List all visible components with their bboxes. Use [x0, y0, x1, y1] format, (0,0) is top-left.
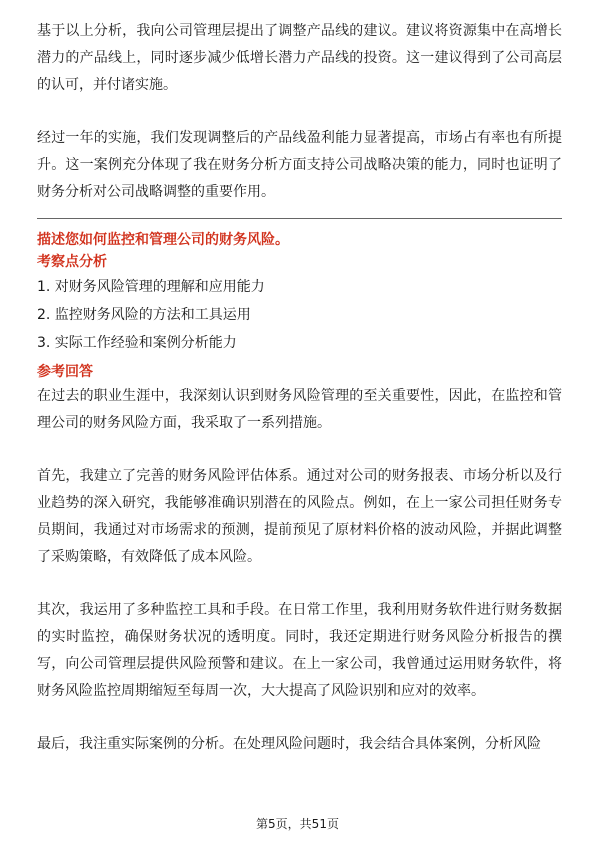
paragraph: 基于以上分析，我向公司管理层提出了调整产品线的建议。建议将资源集中在高增长潜力的产品线上，同时逐步减少低增长潜力产品线的投资。这一建议得到了公司高层的认可，并付诸实施。: [37, 23, 562, 93]
document-page: [37, 18, 562, 758]
paragraph: 经过一年的实施，我们发现调整后的产品线盈利能力显著提高，市场占有率也有所提升。这一案例充分体现了我在财务分析方面支持公司战略决策的能力，同时也证明了财务分析对公司战略调整的重要作用。: [37, 130, 562, 200]
question-title: 描述您如何监控和管理公司的财务风险。: [37, 232, 289, 248]
paragraph-gap: [37, 705, 562, 731]
analysis-item: 3. 实际工作经验和案例分析能力: [37, 335, 237, 351]
answer-paragraph: 首先，我建立了完善的财务风险评估体系。通过对公司的财务报表、市场分析以及行业趋势的深入研究，我能够准确识别潜在的风险点。例如，在上一家公司担任财务专员期间，我通过对市场需求的预测，提前预见了原材料价格的波动风险，并据此调整了采购策略，有效降低了成本风险。: [37, 468, 562, 565]
analysis-item: 2. 监控财务风险的方法和工具运用: [37, 307, 251, 323]
section-divider: [37, 218, 562, 219]
paragraph-gap: [37, 437, 562, 463]
analysis-heading: 考察点分析: [37, 254, 107, 270]
answer-paragraph: 在过去的职业生涯中，我深刻认识到财务风险管理的至关重要性，因此，在监控和管理公司的财务风险方面，我采取了一系列措施。: [37, 388, 562, 431]
answer-heading: 参考回答: [37, 364, 93, 380]
paragraph-gap: [37, 571, 562, 597]
page-footer: 第5页，共51页: [256, 817, 339, 831]
paragraph-gap: [37, 99, 562, 125]
answer-paragraph: 最后，我注重实际案例的分析。在处理风险问题时，我会结合具体案例，分析风险: [37, 736, 541, 752]
answer-paragraph: 其次，我运用了多种监控工具和手段。在日常工作里，我利用财务软件进行财务数据的实时监控，确保财务状况的透明度。同时，我还定期进行财务风险分析报告的撰写，向公司管理层提供风险预警和建议。在上一家公司，我曾通过运用财务软件，将财务风险监控周期缩短至每周一次，大大提高了风险识别和应对的效率。: [37, 602, 562, 699]
analysis-item: 1. 对财务风险管理的理解和应用能力: [37, 279, 265, 295]
